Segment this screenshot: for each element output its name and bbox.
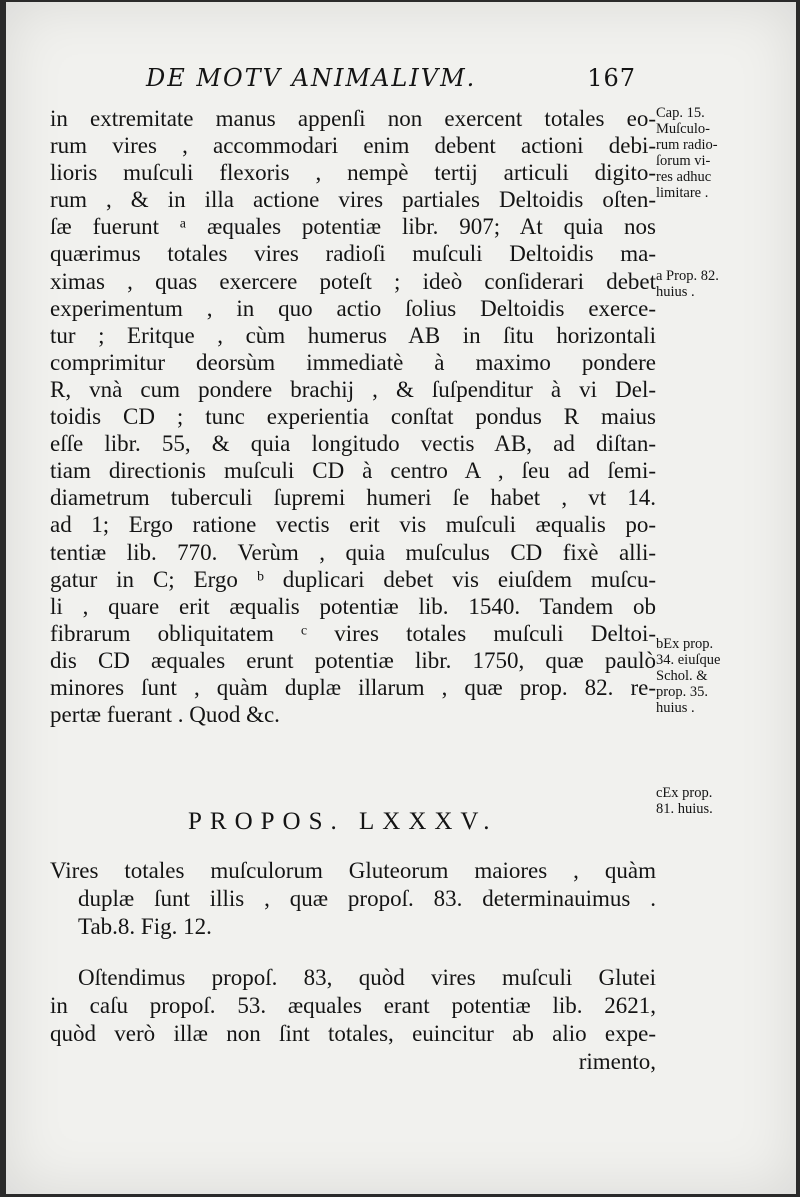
margin-note-b [656, 636, 756, 716]
margin-note-line: ſorum vi- [656, 153, 711, 169]
body-line: in extremitate manus appenſi non exercent totales eo- [50, 106, 656, 131]
margin-note-line: huius . [656, 700, 695, 716]
margin-note-line: cEx prop. [656, 785, 713, 801]
margin-note-line: 34. eiuſque [656, 652, 721, 668]
proposition-line: Tab.8. Fig. 12. [78, 914, 212, 939]
margin-note-a [656, 268, 756, 300]
proposition-statement [50, 857, 656, 941]
body-line: lioris muſculi flexoris , nempè tertij articuli digito- [50, 160, 656, 186]
paragraph-line: in caſu propoſ. 53. æquales erant potentiæ lib. 2621, [50, 993, 656, 1018]
body-line: dis CD æquales erunt potentiæ libr. 1750, quæ paulò [50, 647, 656, 673]
proposition-line: Vires totales muſculorum Gluteorum maiores , quàm [50, 858, 656, 883]
body-line: toidis CD ; tunc experientia conſtat pondus R maius [50, 404, 656, 430]
body-line: quærimus totales vires radioſi muſculi Deltoidis ma- [50, 241, 656, 267]
body-line: tentiæ lib. 770. Verùm , quia muſculus CD fixè alli- [50, 539, 656, 565]
body-text [50, 105, 656, 728]
margin-note-line: a Prop. 82. [656, 268, 719, 284]
body-line: ad 1; Ergo ratione vectis erit vis muſculi æqualis po- [50, 512, 656, 538]
margin-note-line: limitare . [656, 185, 709, 201]
body-line: tiam directionis muſculi CD à centro A , ſeu ad ſemi- [50, 458, 656, 484]
margin-note-line: 81. huius. [656, 801, 713, 817]
margin-note-chapter [656, 105, 756, 201]
margin-note-line: prop. 35. [656, 684, 708, 700]
margin-note-line: rum radio- [656, 137, 718, 153]
body-line: comprimitur deorsùm immediatè à maximo pondere [50, 349, 656, 375]
margin-note-c [656, 785, 756, 817]
margin-note-line: Schol. & [656, 668, 708, 684]
body-line: eſſe libr. 55, & quia longitudo vectis AB, ad diſtan- [50, 431, 656, 457]
body-line: ſæ fuerunt ᵃ æquales potentiæ libr. 907; At quia nos [50, 214, 656, 240]
body-line: R, vnà cum pondere brachij , & ſuſpenditur à vi Del- [50, 376, 656, 402]
paragraph-line: Oſtendimus propoſ. 83, quòd vires muſculi Glutei [78, 965, 656, 990]
body-line: rum vires , accommodari enim debent actioni debi- [50, 133, 656, 159]
body-line: tur ; Eritque , cùm humerus AB in ſitu horizontali [50, 322, 656, 348]
running-head [146, 64, 636, 92]
margin-note-line: huius . [656, 284, 695, 300]
book-page [6, 2, 796, 1194]
body-line: gatur in C; Ergo ᵇ duplicari debet vis eiuſdem muſcu- [50, 566, 656, 592]
margin-note-line: Muſculo- [656, 121, 710, 137]
body-line: diametrum tuberculi ſupremi humeri ſe habet , vt 14. [50, 485, 656, 511]
demonstration-paragraph [50, 964, 656, 1076]
margin-note-line: Cap. 15. [656, 105, 705, 121]
proposition-line: duplæ ſunt illis , quæ propoſ. 83. determinauimus . [78, 886, 656, 911]
running-head-title: DE MOTV ANIMALIVM. [146, 64, 477, 92]
body-line: li , quare erit æqualis potentiæ lib. 1540. Tandem ob [50, 593, 656, 619]
page-number: 167 [587, 64, 636, 92]
body-line: ximas , quas exercere poteſt ; ideò conſiderari debet [50, 268, 656, 294]
margin-note-line: res adhuc [656, 169, 712, 185]
body-line: rum , & in illa actione vires partiales Deltoidis oſten- [50, 187, 656, 213]
paragraph-line: quòd verò illæ non ſint totales, euincitur ab alio expe- [50, 1021, 656, 1046]
body-line: fibrarum obliquitatem ᶜ vires totales muſculi Deltoi- [50, 620, 656, 646]
margin-note-line: bEx prop. [656, 636, 714, 652]
body-line: minores ſunt , quàm duplæ illarum , quæ prop. 82. re- [50, 674, 656, 700]
body-line: pertæ fuerant . Quod &c. [50, 702, 280, 728]
body-line: experimentum , in quo actio ſolius Deltoidis exerce- [50, 295, 656, 321]
catchword: rimento, [578, 1049, 656, 1074]
proposition-heading: PROPOS. LXXXV. [188, 808, 498, 835]
